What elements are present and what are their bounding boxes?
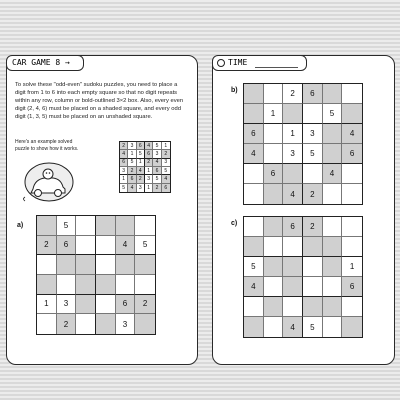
sudoku-cell: 3 — [57, 295, 77, 315]
sudoku-cell: 6 — [57, 236, 77, 256]
sudoku-cell: 5 — [303, 317, 323, 337]
sudoku-cell: 5 — [303, 144, 323, 164]
sudoku-cell[interactable] — [96, 295, 116, 315]
sudoku-cell: 5 — [128, 159, 136, 167]
sudoku-cell[interactable] — [342, 104, 362, 124]
car-illustration-icon — [19, 161, 75, 203]
sudoku-cell[interactable] — [116, 216, 136, 236]
sudoku-cell: 6 — [120, 159, 128, 167]
sudoku-cell: 6 — [153, 167, 161, 175]
sudoku-cell[interactable] — [264, 217, 284, 237]
sudoku-cell[interactable] — [264, 144, 284, 164]
sudoku-cell[interactable] — [323, 297, 343, 317]
puzzle-a-grid[interactable] — [36, 215, 156, 335]
sudoku-cell: 3 — [303, 124, 323, 144]
sudoku-cell[interactable] — [244, 184, 264, 204]
instructions-text: To solve these "odd-even" sudoku puzzles, you need to place a digit from 1 to 6 into each empty square so that no digit repeats within any row, column or bold-outlined 3×2 box. Also, every even digit (2, 4, 6) must be placed on a shaded square, and every odd digit (1, 3, 5) must be placed on an unshaded square. — [15, 82, 184, 120]
sudoku-cell[interactable] — [342, 297, 362, 317]
left-page — [6, 55, 198, 365]
sudoku-cell: 4 — [244, 144, 264, 164]
sudoku-cell: 1 — [145, 167, 153, 175]
sudoku-cell[interactable] — [303, 257, 323, 277]
sudoku-cell[interactable] — [303, 164, 323, 184]
sudoku-cell[interactable] — [96, 275, 116, 295]
sudoku-cell: 4 — [323, 164, 343, 184]
sudoku-cell[interactable] — [76, 255, 96, 275]
sudoku-cell: 3 — [283, 144, 303, 164]
sudoku-cell[interactable] — [323, 237, 343, 257]
sudoku-cell: 2 — [37, 236, 57, 256]
sudoku-cell: 3 — [116, 314, 136, 334]
game-title-tab — [6, 55, 84, 71]
sudoku-cell: 4 — [137, 167, 145, 175]
sudoku-cell[interactable] — [37, 314, 57, 334]
sudoku-cell[interactable] — [323, 124, 343, 144]
sudoku-cell: 6 — [283, 217, 303, 237]
sudoku-cell[interactable] — [323, 277, 343, 297]
sudoku-cell[interactable] — [342, 217, 362, 237]
sudoku-cell: 6 — [116, 295, 136, 315]
sudoku-cell[interactable] — [303, 104, 323, 124]
sudoku-cell[interactable] — [283, 104, 303, 124]
sudoku-cell: 4 — [153, 159, 161, 167]
sudoku-cell: 3 — [153, 150, 161, 158]
sudoku-cell: 1 — [128, 150, 136, 158]
sudoku-cell: 5 — [153, 175, 161, 183]
sudoku-cell: 6 — [162, 184, 170, 192]
sudoku-cell[interactable] — [323, 184, 343, 204]
sudoku-cell[interactable] — [116, 255, 136, 275]
sudoku-cell[interactable] — [283, 237, 303, 257]
sudoku-cell[interactable] — [283, 164, 303, 184]
sudoku-cell: 4 — [283, 184, 303, 204]
sudoku-cell: 2 — [137, 175, 145, 183]
sudoku-cell: 2 — [128, 167, 136, 175]
sudoku-cell[interactable] — [264, 277, 284, 297]
sudoku-cell: 5 — [57, 216, 77, 236]
sudoku-cell[interactable] — [323, 84, 343, 104]
time-label: TIME — [228, 58, 248, 67]
sudoku-cell[interactable] — [264, 297, 284, 317]
example-solved-grid — [119, 141, 171, 193]
sudoku-cell: 4 — [145, 142, 153, 150]
sudoku-cell: 1 — [162, 142, 170, 150]
sudoku-cell[interactable] — [342, 184, 362, 204]
sudoku-cell[interactable] — [342, 317, 362, 337]
sudoku-cell: 4 — [120, 150, 128, 158]
sudoku-cell[interactable] — [283, 277, 303, 297]
puzzle-a-label: a) — [17, 222, 24, 229]
sudoku-cell[interactable] — [135, 314, 155, 334]
sudoku-cell[interactable] — [244, 104, 264, 124]
puzzle-c-grid[interactable] — [243, 216, 363, 338]
sudoku-cell: 1 — [145, 184, 153, 192]
sudoku-cell[interactable] — [96, 216, 116, 236]
sudoku-cell[interactable] — [264, 184, 284, 204]
sudoku-cell[interactable] — [244, 237, 264, 257]
sudoku-cell[interactable] — [303, 297, 323, 317]
sudoku-cell[interactable] — [76, 314, 96, 334]
sudoku-cell: 6 — [342, 277, 362, 297]
sudoku-cell: 1 — [120, 175, 128, 183]
sudoku-cell[interactable] — [264, 237, 284, 257]
sudoku-cell[interactable] — [116, 275, 136, 295]
sudoku-cell[interactable] — [303, 237, 323, 257]
sudoku-cell: 1 — [37, 295, 57, 315]
sudoku-cell: 5 — [244, 257, 264, 277]
sudoku-cell[interactable] — [57, 275, 77, 295]
sudoku-cell: 4 — [244, 277, 264, 297]
sudoku-cell: 6 — [128, 175, 136, 183]
sudoku-cell[interactable] — [76, 275, 96, 295]
sudoku-cell: 5 — [323, 104, 343, 124]
sudoku-cell: 3 — [137, 184, 145, 192]
sudoku-cell[interactable] — [76, 216, 96, 236]
sudoku-cell: 6 — [342, 144, 362, 164]
sudoku-cell: 5 — [135, 236, 155, 256]
sudoku-cell: 2 — [303, 217, 323, 237]
sudoku-cell[interactable] — [323, 257, 343, 277]
puzzle-b-grid[interactable] — [243, 83, 363, 205]
sudoku-cell[interactable] — [283, 257, 303, 277]
sudoku-cell: 4 — [116, 236, 136, 256]
sudoku-cell[interactable] — [37, 216, 57, 236]
sudoku-cell: 1 — [264, 104, 284, 124]
sudoku-cell[interactable] — [76, 295, 96, 315]
sudoku-cell[interactable] — [135, 275, 155, 295]
sudoku-cell: 2 — [162, 150, 170, 158]
clock-icon — [217, 59, 225, 67]
arrow-icon: → — [65, 58, 70, 67]
sudoku-cell[interactable] — [96, 314, 116, 334]
sudoku-cell: 1 — [283, 124, 303, 144]
sudoku-cell: 4 — [283, 317, 303, 337]
sudoku-cell[interactable] — [323, 217, 343, 237]
puzzle-b-label: b) — [231, 87, 238, 94]
sudoku-cell[interactable] — [323, 317, 343, 337]
sudoku-cell[interactable] — [342, 84, 362, 104]
sudoku-cell[interactable] — [76, 236, 96, 256]
sudoku-cell: 6 — [244, 124, 264, 144]
puzzle-c-label: c) — [231, 220, 238, 227]
sudoku-cell[interactable] — [244, 164, 264, 184]
sudoku-cell[interactable] — [135, 216, 155, 236]
sudoku-cell: 5 — [120, 184, 128, 192]
sudoku-cell: 2 — [120, 142, 128, 150]
sudoku-cell: 4 — [162, 175, 170, 183]
sudoku-cell: 2 — [145, 159, 153, 167]
sudoku-cell: 5 — [153, 142, 161, 150]
sudoku-cell[interactable] — [244, 217, 264, 237]
sudoku-cell: 3 — [128, 142, 136, 150]
time-tab — [212, 55, 307, 71]
sudoku-cell: 6 — [303, 84, 323, 104]
sudoku-cell: 6 — [137, 142, 145, 150]
sudoku-cell[interactable] — [342, 237, 362, 257]
sudoku-cell[interactable] — [264, 84, 284, 104]
sudoku-cell[interactable] — [37, 255, 57, 275]
sudoku-cell: 2 — [57, 314, 77, 334]
sudoku-cell: 5 — [162, 167, 170, 175]
sudoku-cell: 4 — [128, 184, 136, 192]
time-entry-line[interactable] — [255, 67, 298, 68]
sudoku-cell[interactable] — [264, 257, 284, 277]
sudoku-cell[interactable] — [96, 255, 116, 275]
sudoku-cell[interactable] — [264, 317, 284, 337]
sudoku-cell: 3 — [145, 175, 153, 183]
sudoku-cell: 2 — [303, 184, 323, 204]
sudoku-cell[interactable] — [264, 124, 284, 144]
sudoku-cell: 5 — [137, 150, 145, 158]
sudoku-cell: 2 — [283, 84, 303, 104]
sudoku-cell[interactable] — [244, 84, 264, 104]
sudoku-cell[interactable] — [96, 236, 116, 256]
sudoku-cell[interactable] — [244, 297, 264, 317]
sudoku-cell: 3 — [120, 167, 128, 175]
sudoku-cell[interactable] — [342, 164, 362, 184]
sudoku-cell: 1 — [342, 257, 362, 277]
sudoku-cell[interactable] — [323, 144, 343, 164]
game-title: CAR GAME 8 — [12, 58, 61, 67]
sudoku-cell: 1 — [137, 159, 145, 167]
sudoku-cell: 2 — [153, 184, 161, 192]
sudoku-cell: 4 — [342, 124, 362, 144]
sudoku-cell: 3 — [162, 159, 170, 167]
sudoku-cell[interactable] — [283, 297, 303, 317]
sudoku-cell[interactable] — [244, 317, 264, 337]
sudoku-cell: 2 — [135, 295, 155, 315]
example-caption: Here's an example solved puzzle to show how it works. — [15, 139, 79, 152]
sudoku-cell: 6 — [145, 150, 153, 158]
sudoku-cell[interactable] — [37, 275, 57, 295]
sudoku-cell[interactable] — [57, 255, 77, 275]
sudoku-cell[interactable] — [303, 277, 323, 297]
right-page — [212, 55, 395, 365]
sudoku-cell[interactable] — [135, 255, 155, 275]
sudoku-cell: 6 — [264, 164, 284, 184]
